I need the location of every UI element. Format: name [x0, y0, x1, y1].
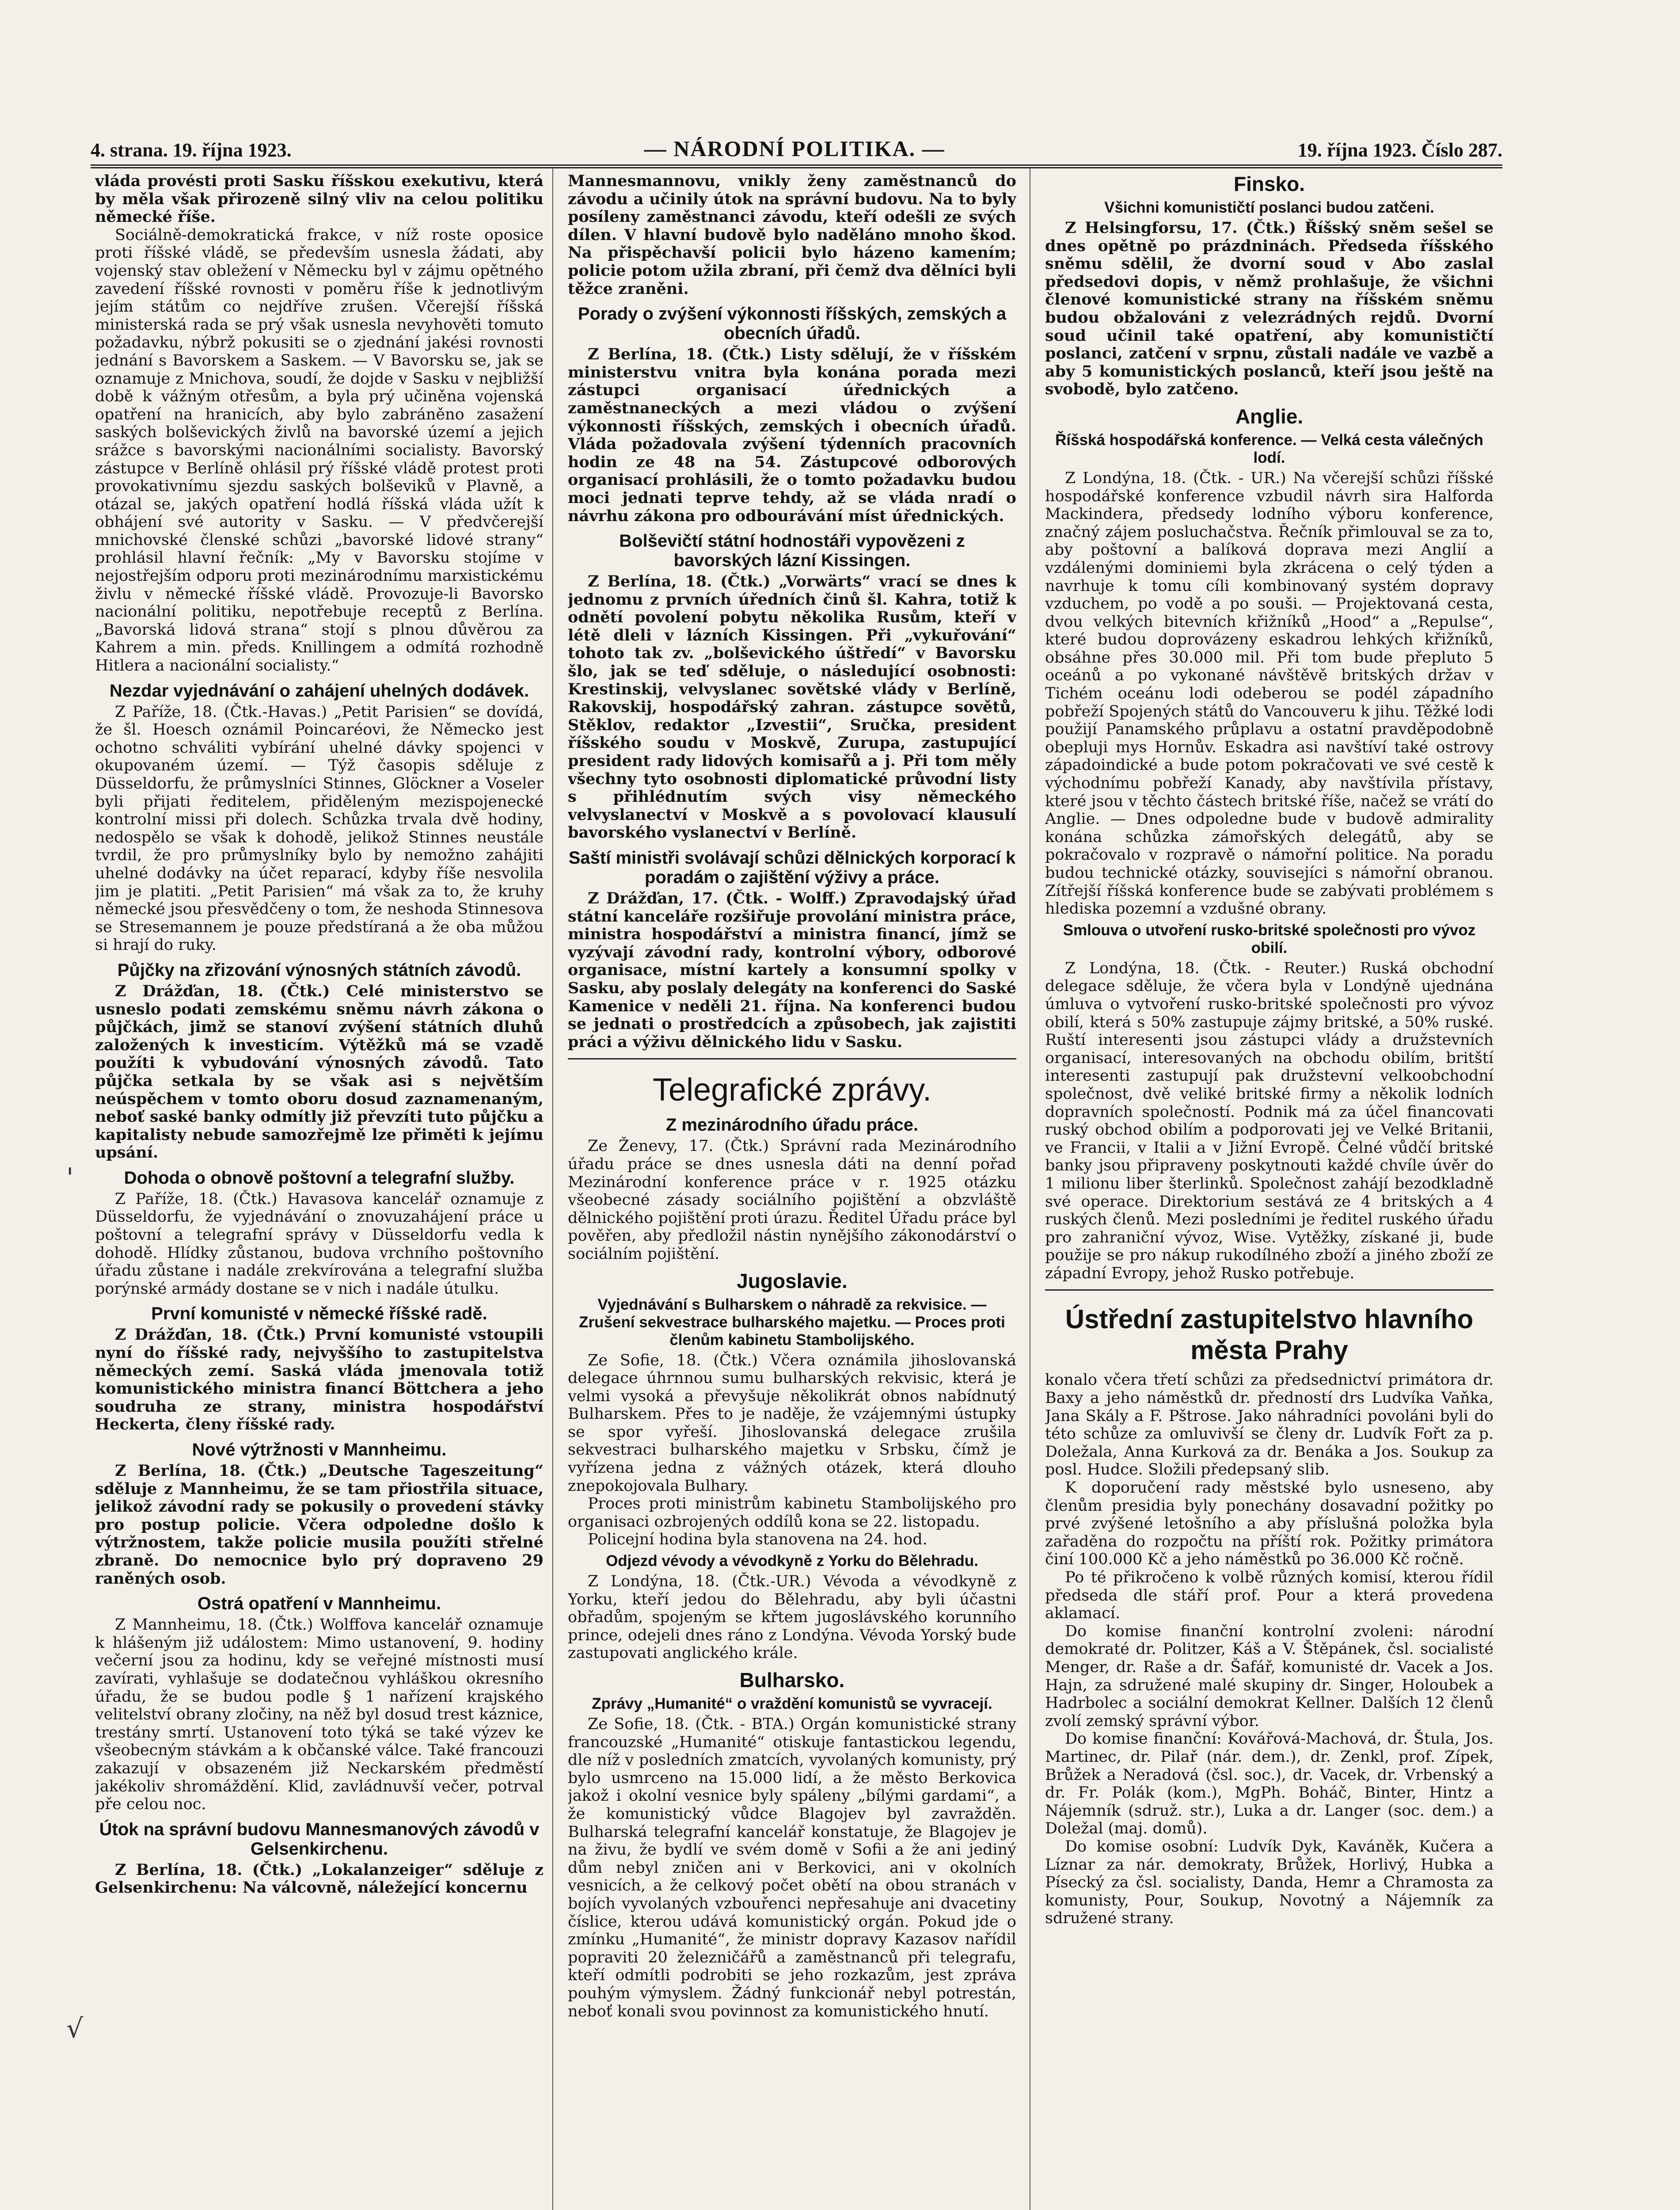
article-heading: První komunisté v německé říšské radě.: [151, 1304, 487, 1324]
paragraph: Do komise finanční: Kovářová-Machová, dr. Štula, Jos. Martinec, dr. Pilař (nár. dem.), dr. Zenkl, prof. Zípek, Brůžek a Neradová (čsl. soc.), dr. Vacek, dr. Vrbenský a dr. Fr. Polák (kom.), MgPh. Boháč, Binter, Hintz a Nájemník (sdruž. str.), Luka a dr. Langer (soc. dem.) a Doležal (maj. domů).: [1045, 1730, 1494, 1838]
paragraph: Ze Sofie, 18. (Čtk.) Včera oznámila jihoslovanská delegace úhrnnou sumu bulharských rekvisic, která je velmi vysoká a převyšuje několikrát obnos nabídnutý Bulharskem. Přes to je naděje, že vzájemnými ústupky se spor vyřeší. Jihoslovanská delegace zrušila sekvestraci bulharského majetku v Srbsku, čímž je vyřízena jedna z vážných otázek, která dlouho znepokojovala Bulhary.: [568, 1351, 1016, 1495]
paragraph: Z Helsingforsu, 17. (Čtk.) Říšský sněm sešel se dnes opětně po prázdninách. Předseda říšského sněmu sdělil, že dvorní soud v Abo zaslal předsedovi dopis, v němž prohlašuje, že všichni členové komunistické strany na říšském sněmu budou obžalováni z velezrádných rejdů. Dvorní soud učinil také opatření, aby komunističtí poslanci, zatčení v srpnu, zůstali nadále ve vazbě a aby 5 komunistických poslanců, kteří jsou ještě na svobodě, bylo zatčeno.: [1045, 219, 1494, 399]
paragraph: Z Berlína, 18. (Čtk.) „Lokalanzeiger“ sděluje z Gelsenkirchenu: Na válcovně, náležející koncernu: [95, 1860, 544, 1897]
paragraph: vláda provésti proti Sasku říšskou exekutivu, která by měla však přirozeně silný vliv na celou politiku německé říše.: [95, 172, 544, 226]
column-divider: [552, 168, 553, 2210]
paragraph: Ze Ženevy, 17. (Čtk.) Správní rada Mezinárodního úřadu práce se dnes usnesla dáti na denní pořad Mezinárodní konference práce v r. 1925 otázku všeobecné zásady sociálního pojištění a obzvláště dělnického pojištění proti úrazu. Ředitel Úřadu práce byl pověřen, aby předložil nástin nynějšího zákonodárství o sociálním pojištění.: [568, 1137, 1016, 1263]
paragraph: Z Berlína, 18. (Čtk.) Listy sdělují, že v říšském ministerstvu vnitra byla konána porada mezi zástupci organisací úřednických a zaměstnaneckých a mezi vládou o zvýšení výkonnosti říšských, zemských i obecních úřadů. Vláda požadovala zvýšení týdenních pracovních hodin ze 48 na 54. Zástupcové odborových organisací prohlásili, že o tomto požadavku budou moci jednati teprve tehdy, až se vláda nradí o návrhu zákona pro odbourávání míst úřednických.: [568, 345, 1016, 525]
paragraph: Z Londýna, 18. (Čtk. - UR.) Na včerejší schůzi říšské hospodářské konference vzbudil návrh sira Halforda Mackindera, předsedy lodního výboru konference, značný zájem posluchačstva. Řečník přimlouval se za to, aby poštovní a balíková doprava mezi Anglií a vzdálenými dominiemi byla zkrácena o celý týden a navrhuje k tomu cíli kombinovaný systém dopravy vzduchem, po vodě a po souši. — Projektovaná cesta, dvou velkých bitevních křižníků „Hood“ a „Repulse“, které budou doprovázeny eskadrou lehkých křižníků, obsáhne přes 30.000 mil. Při tom bude přepluto 5 oceánů a po vykonané návštěvě britských držav v Tichém oceánu lodi odeberou se podél západního pobřeží Spojených států do Vancouveru k jihu. Těžké lodi použijí Panamského průplavu a ostatní pravděpodobně obepluji mys Hornův. Eskadra asi navštíví také ostrovy západoindické a bude potom pokračovati ve své cestě k východnímu pobřeží Kanady, aby navštívila přístavy, které jsou v těchto částech britské říše, načež se vrátí do Anglie. — Dnes odpoledne bude v budově admirality konána schůzka zámořských delegátů, aby se pokračovalo v rozpravě o námořní politice. Na poradu budou technické otázky, souvisejíci s námořní obranou. Zítřejší říšská konference bude se zabývati problémem s hlediska pozemní a vzdušné obrany.: [1045, 469, 1494, 918]
article-subheading: Všichni komunističtí poslanci budou zatčeni.: [1104, 199, 1434, 216]
paragraph: Proces proti ministrům kabinetu Stambolijského pro organisaci ozbrojených oddílů kona se 22. listopadu.: [568, 1495, 1016, 1531]
paragraph: Do komise finanční kontrolní zvoleni: národní demokraté dr. Politzer, Káš a V. Štěpánek, čsl. socialisté Menger, dr. Raše a dr. Šafář, komunisté dr. Vacek a Jos. Hajn, za sdružené malé skupiny dr. Singer, Holoubek a Hadrbolec a sociální demokrat Kellner. Dalších 12 členů zvolí zemský správní výbor.: [1045, 1622, 1494, 1730]
paragraph: Mannesmannovu, vnikly ženy zaměstnanců do závodu a učinily útok na správní budovu. Na to byly posíleny zaměstnanci závodu, kteří odešli ze svých dílen. V hlavní budově bylo naděláno mnoho škod. Na přispěchavší policii bylo házeno kamením; policie potom užila zbraní, při čemž dva dělníci byli těžce zraněni.: [568, 172, 1016, 298]
column-3: [1045, 172, 1494, 2210]
paragraph: Z Drážďan, 17. (Čtk. - Wolff.) Zpravodajský úřad státní kanceláře rozšiřuje provolání ministra práce, ministra hospodářství a ministra financí, jímž se vyzývají závodní rady, kontrolní výbory, odborové organisace, místní kartely a konsumní spolky v Sasku, aby poslaly delegáty na konferenci do Saské Kamenice v neděli 21. října. Na konferenci budou se jednati o prostředcích a způsobech, jak zajistiti práci a výživu dělnického lidu v Sasku.: [568, 889, 1016, 1051]
margin-mark: ': [66, 1162, 74, 1193]
article-heading: Nové výtržnosti v Mannheimu.: [192, 1440, 447, 1459]
article-heading: Saští ministři svolávají schůzi dělnických korporací k poradám o zajištění výživy a práce.: [568, 848, 1016, 887]
masthead-rule-2: [91, 167, 1502, 168]
paragraph: Ze Sofie, 18. (Čtk. - BTA.) Orgán komunistické strany francouzské „Humanité“ otiskuje fantastickou legendu, dle níž v posledních zmatcích, vyvolaných komunisty, prý bylo usmrceno na 15.000 lidí, a že město Berkovica jakož i okolní vesnice byly spáleny „bílými gardami“, a že komunistický vůdce Blagojev byl zavražděn. Bulharská telegrafní kancelář konstatuje, že Blagojev je na živu, že bydlí ve svém domě v Sofii a že ani jediný dům nebyl zničen ani v Berkovici, ani v okolních vesnicích, a že celkový počet obětí na obou stranách v bojích vyvolaných vzbouřenci nepřesahuje ani dvacetiny číslice, kterou udává komunistický orgán. Pokud jde o zmínku „Humanité“, že ministr dopravy Kazasov nařídil popraviti 20 železničářů a zaměstnanců při telegrafu, kteří odmítli podrobiti se jeho rozkazům, jest zpráva pouhým výmyslem. Žádný funkcionář nebyl potrestán, neboť konali svou povinnost za komunistického hnutí.: [568, 1715, 1016, 2020]
masthead-rule: [91, 164, 1502, 166]
article-heading: Ostrá opatření v Mannheimu.: [197, 1594, 441, 1614]
newspaper-title: — NÁRODNÍ POLITIKA. —: [644, 136, 945, 161]
article-subheading: Říšská hospodářská konference. — Velká cesta válečných lodí.: [1055, 431, 1483, 466]
paragraph: Z Drážďan, 18. (Čtk.) První komunisté vstoupili nyní do říšské rady, nejvyššího to zastupitelstva německých zemí. Saská vláda jmenovala totiž komunistického ministra financí Böttchera a jeho soudruha ze strany, ministra hospodářství Heckerta, členy říšské rady.: [95, 1326, 544, 1434]
paragraph: Z Paříže, 18. (Čtk.) Havasova kancelář oznamuje z Düsseldorfu, že vyjednávání o znovuzahájení práce u poštovní a telegrafní správy v Düsseldorfu vedla k dohodě. Hlídky zůstanou, budova vrchního poštovního úřadu zůstane i nadále zrekvírována a telegrafní služba porýnské armády dostane se v nich i nadále útulku.: [95, 1190, 544, 1298]
margin-mark: √: [66, 2013, 84, 2044]
paragraph: Policejní hodina byla stanovena na 24. hod.: [588, 1531, 927, 1549]
paragraph: Z Drážďan, 18. (Čtk.) Celé ministerstvo se usneslo podati zemskému sněmu návrh zákona o půjčkách, jimž se stanoví zvýšení státních dluhů založených k investicím. Výtěžků má se vzadě použíti k vybudování výnosných závodů. Tato půjčka setkala by se však asi s největším neúspěchem v tomto oboru dosud zaznamenaným, neboť saské banky odmítly již převzíti tuto půjčku a kapitalisty nebude samozřejmě lze přiměti k jejímu upsání.: [95, 982, 544, 1162]
paragraph: Sociálně-demokratická frakce, v níž roste oposice proti říšské vládě, se především usnesla žádati, aby vojenský stav obležení v Německu byl v zájmu opětného zavedení říšské rovnosti v poměru říše k jednotlivým jejím státům co nejdříve zrušen. Včerejší říšská ministerská rada se prý však usnesla nevyhověti tomuto požadavku, nýbrž pokusiti se o zjednání jakési rovnosti jednání s Bavorskem a Saskem. — V Bavorsku se, jak se oznamuje z Mnichova, soudí, že dojde v Sasku v nejbližší době k vážným otřesům, a byla prý učiněna vojenská opatření na hranicích, aby bylo zabráněno zasažení saských bolševických živlů na bavorské území a jejich srážce s bavorskými nacionálními socialisty. Bavorský zástupce v Berlíně ohlásil prý říšské vládě protest proti provokativnímu sjezdu saských bolševiků v Plavně, a otázal se, jakých opatření hodlá říšská vláda užít k obhájení své autority v Sasku. — V předvčerejší mnichovské členské schůzi „bavorské lidové strany“ prohlásil hlavní řečník: „My v Bavorsku stojíme v nejostřejším odporu proti mezinárodnímu marxistickému živlu v německé říšské vládě. Provozuje-li Bavorsko nacionální politiku, nepotřebuje receptů z Berlína. „Bavorská lidová strana“ stojí s plnou důvěrou za Kahrem a min. předs. Knillingem a odmítá rozhodně Hitlera a nacionální socialisty.“: [95, 226, 544, 675]
article-heading: Bolševičtí státní hodnostáři vypovězeni z bavorských lázní Kissingen.: [619, 531, 965, 571]
paragraph: Z Mannheimu, 18. (Čtk.) Wolffova kancelář oznamuje k hlášeným již událostem: Mimo ustanovení, 9. hodiny večerní jsou za hodinu, kdy se veřejné místnosti musí zavírati, vyhlašuje se dodatečnou vyhláškou okresního úřadu, že se budou podle § 1 nařízení krajského velitelství obrany zločiny, na něž byl dosud trest káznice, trestány smrtí. Ustanovení toto týká se také výzev ke všeobecným stávkám a k občanské válce. Také francouzi zakazují v obsazeném již Neckarském předměstí jakékoliv shromáždění. Klid, zavládnuvší večer, potrval pře celou noc.: [95, 1616, 544, 1814]
article-heading: Porady o zvýšení výkonnosti říšských, zemských a obecních úřadů.: [578, 304, 1007, 343]
paragraph: Z Londýna, 18. (Čtk. - Reuter.) Ruská obchodní delegace sděluje, že včera byla v Londýně ujednána úmluva o vytvoření rusko-britské společnosti pro vývoz obilí, která s 50% zastupuje zájmy britské, a 50% ruské. Ruští interesenti jsou zástupci vlády a družstevních organisací, interesovaných na obchodu obilím, britští interesenti zastupují pak družstevní velkoobchodní společnost, dvě veliké britské firmy a několik lodních dopravních společností. Podnik má za účel financovati ruský obchod obilím a podporovati jej ve Velké Britanii, ve Francii, v Italii a v Jižní Evropě. Čelné vůdčí britské banky jsou připraveny poskytnouti každé chvíle úvěr do 1 milionu liber šterlinků. Společnost zahájí bezodkladně své operace. Direktorium sestává ze 4 britských a 4 ruských členů. Mezi posledními je ředitel ruského úřadu pro zahraniční vývoz, Wise. Vytěžky, získané ji, bude použije se pro nákup rukodílného zboží a jiného zboží ze západní Evropy, jehož Rusko potřebuje.: [1045, 959, 1494, 1282]
column-2: [568, 172, 1016, 2210]
section-heading: Ústřední zastupitelstvo hlavního města Prahy: [1065, 1304, 1474, 1365]
article-heading: Jugoslavie.: [737, 1269, 848, 1292]
article-heading: Útok na správní budovu Mannesmanových závodů v Gelsenkirchenu.: [99, 1819, 540, 1859]
article-heading: Nezdar vyjednávání o zahájení uhelných dodávek.: [109, 681, 529, 701]
paragraph: Po té přikročeno k volbě různých komisí, kterou řídil předseda dle stáří prof. Pour a která provedena aklamací.: [1045, 1569, 1494, 1623]
article-heading: Půjčky na zřizování výnosných státních závodů.: [117, 960, 521, 980]
issue-date-number: 19. října 1923. Číslo 287.: [1297, 139, 1502, 161]
section-rule: [1045, 1289, 1494, 1291]
article-subheading: Smlouva o utvoření rusko-britské společnosti pro vývoz obilí.: [1063, 921, 1476, 956]
paragraph: Z Berlína, 18. (Čtk.) „Deutsche Tageszeitung“ sděluje z Mannheimu, že se tam přiostřila situace, jelikož závodní rady se pokusily o provedení stávky pro postup policie. Včera odpoledne došlo k výtržnostem, takže policie musila použíti střelné zbraně. Do nemocnice bylo prý dopraveno 29 raněných osob.: [95, 1462, 544, 1588]
article-subheading: Zprávy „Humanité“ o vraždění komunistů se vyvracejí.: [592, 1695, 992, 1712]
article-heading: Z mezinárodního úřadu práce.: [665, 1115, 919, 1135]
paragraph: Z Paříže, 18. (Čtk.-Havas.) „Petit Parisien“ se dovídá, že šl. Hoesch oznámil Poincaréovi, že Německo jest ochotno schváliti vybírání uhelné dávky spojenci v okupovaném území. — Týž časopis sděluje z Düsseldorfu, že průmyslníci Stinnes, Glöckner a Voseler byli přijati ředitelem, přiděleným mezispojenecké kontrolní missi při dolech. Schůzka trvala dvě hodiny, nedospělo se však k dohodě, jelikož Stinnes neustále tvrdil, že pro průmyslníky bylo by nemožno zahájiti uhelné dodávky na účet reparací, kdyby říše nesvolila jim je platiti. „Petit Parisien“ má však za to, že kruhy německé jsou přesvědčeny o tom, že neshoda Stinnesova se Stresemannem je pouze předstíraná a že oba můžou si hrají do ruky.: [95, 703, 544, 954]
article-heading: Anglie.: [1235, 404, 1304, 428]
paragraph: konalo včera třetí schůzi za předsednictví primátora dr. Baxy a jeho náměstků dr. předností drs Ludvíka Vaňka, Jana Skály a F. Pštrose. Jako náhradníci povoláni byli do této schůze za omluvivší se členy dr. Ludvík Fořt za p. Doležala, Anna Kurková za dr. Benáka a Jos. Soukup za posl. Hudce. Složili předepsaný slib.: [1045, 1371, 1494, 1479]
paragraph: Do komise osobní: Ludvík Dyk, Kaváněk, Kučera a Líznar za nár. demokraty, Brůžek, Horlivý, Hubka a Písecký za čsl. socialisty, Danda, Hemr a Chramosta za komunisty, Pour, Soukup, Novotný a Nájemník za sdružené strany.: [1045, 1837, 1494, 1928]
article-subheading: Vyjednávání s Bulharskem o náhradě za rekvisice. — Zrušení sekvestrace bulharského majetku. — Proces proti členům kabinetu Stambolijského.: [579, 1296, 1005, 1349]
section-rule: [568, 1058, 1016, 1059]
article-heading: Bulharsko.: [739, 1669, 845, 1692]
article-heading: Dohoda o obnově poštovní a telegrafní služby.: [124, 1168, 515, 1188]
column-1: [95, 172, 544, 2210]
paragraph: Z Berlína, 18. (Čtk.) „Vorwärts“ vrací se dnes k jednomu z prvních úředních činů šl. Kahra, totiž k odnětí povolení pobytu několika Rusům, kteří v létě dleli v lázních Kissingen. Při „vykuřování“ tohoto tak zv. „bolševického úštředí“ v Bavorsku šlo, jak se teď sděluje, o následující osobnosti: Krestinskij, velvyslanec sovětské vlády v Berlíně, Rakovskij, hospodářský zahran. zástupce sovětů, Stěklov, redaktor „Izvestii“, Sručka, president říšského soudu v Moskvě, Zurupa, zastupující president rady lidových komisařů a j. Při tom měly všechny tyto osobnosti diplomatické průvodní listy s přihlédnutím svých visy německého velvyslanectví v Moskvě a s povolovací klausulí bavorského vyslanectví v Berlíně.: [568, 572, 1016, 842]
masthead: [91, 126, 1502, 161]
paragraph: Z Londýna, 18. (Čtk.-UR.) Vévoda a vévodkyně z Yorku, kteří jedou do Bělehradu, aby byli účastni obřadům, spojeným se křtem jugoslávského korunního prince, odejeli dnes ráno z Londýna. Vévoda Yorský bude zastupovati anglického krále.: [568, 1573, 1016, 1662]
page-number-date: 4. strana. 19. října 1923.: [91, 139, 292, 161]
paragraph: K doporučení rady městské bylo usneseno, aby členům presidia byly ponechány dosavadní požitky po prvé zvýšené letošního a aby příslušná položka byla zařaděna do rozpočtu na příští rok. Požitky primátora činí 100.000 Kč a jeho náměstků po 36.000 Kč ročně.: [1045, 1479, 1494, 1569]
section-heading: Telegrafické zprávy.: [653, 1072, 931, 1108]
article-heading: Finsko.: [1233, 172, 1305, 195]
article-subheading: Odjezd vévody a vévodkyně z Yorku do Bělehradu.: [606, 1552, 978, 1570]
